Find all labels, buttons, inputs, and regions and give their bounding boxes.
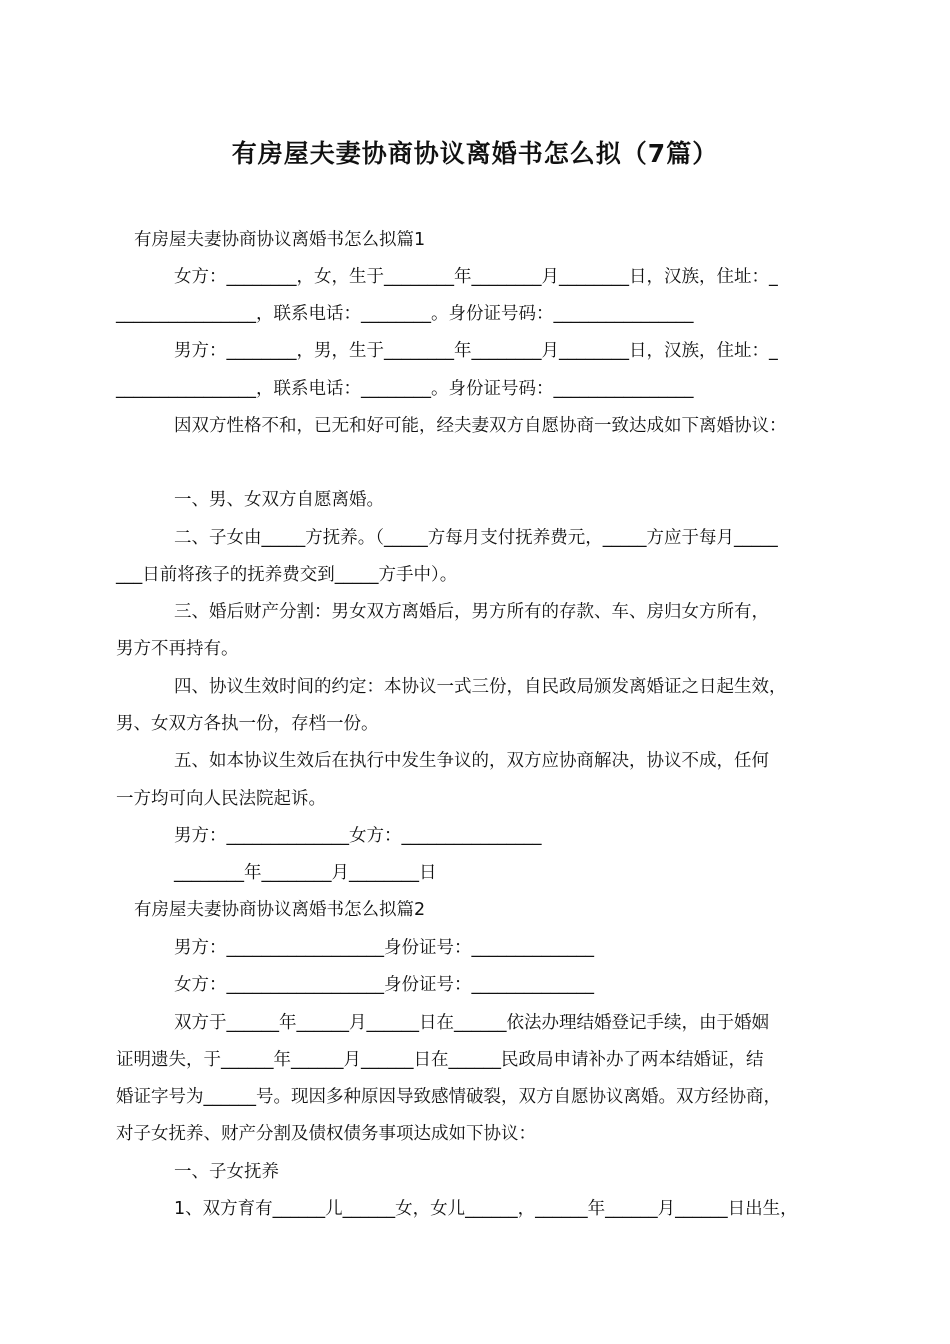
paragraph-line: 男方：__________________身份证号：______________: [174, 938, 594, 958]
clause-line: 一、子女抚养: [174, 1162, 279, 1182]
section-heading-2: 有房屋夫妻协商协议离婚书怎么拟篇2: [134, 900, 426, 920]
date-line: ________年________月________日: [174, 863, 437, 883]
paragraph-line: 女方：__________________身份证号：______________: [174, 975, 594, 995]
paragraph-line: 婚证字号为______号。现因多种原因导致感情破裂，双方自愿协议离婚。双方经协商，: [116, 1087, 781, 1107]
clause-line: 二、子女由_____方抚养。（_____方每月支付抚养费元，_____方应于每月_____: [174, 528, 778, 548]
clause-line: 一、男、女双方自愿离婚。: [174, 490, 384, 510]
clause-line: 四、协议生效时间的约定：本协议一式三份，自民政局颁发离婚证之日起生效，: [174, 677, 787, 697]
clause-line: 三、婚后财产分割：男女双方离婚后，男方所有的存款、车、房归女方所有，: [174, 602, 769, 622]
paragraph-line: 证明遗失，于______年______月______日在______民政局申请补办了两本结婚证，结: [116, 1050, 764, 1070]
paragraph-line: 对子女抚养、财产分割及债权债务事项达成如下协议：: [116, 1124, 536, 1144]
paragraph-line: ________________，联系电话：________。身份证号码：________________: [116, 379, 694, 399]
signature-line: 男方：______________女方：________________: [174, 826, 542, 846]
document-title: 有房屋夫妻协商协议离婚书怎么拟（7篇）: [231, 139, 719, 168]
clause-line: 1、双方育有______儿______女，女儿______，______年______月______日出生，: [174, 1199, 798, 1219]
paragraph-line: 女方：________，女，生于________年________月________日，汉族，住址：_: [174, 267, 778, 287]
section-heading-1: 有房屋夫妻协商协议离婚书怎么拟篇1: [134, 230, 426, 250]
paragraph-line: ________________，联系电话：________。身份证号码：________________: [116, 304, 694, 324]
clause-line: 男、女双方各执一份，存档一份。: [116, 714, 379, 734]
clause-line: ___日前将孩子的抚养费交到_____方手中）。: [116, 565, 458, 585]
paragraph-line: 男方：________，男，生于________年________月________日，汉族，住址：_: [174, 341, 778, 361]
clause-line: 五、如本协议生效后在执行中发生争议的，双方应协商解决，协议不成，任何: [174, 751, 769, 771]
paragraph-line: 因双方性格不和，已无和好可能，经夫妻双方自愿协商一致达成如下离婚协议：: [174, 416, 787, 436]
clause-line: 一方均可向人民法院起诉。: [116, 789, 326, 809]
paragraph-line: 双方于______年______月______日在______依法办理结婚登记手续，由于婚姻: [174, 1013, 769, 1033]
clause-line: 男方不再持有。: [116, 639, 239, 659]
